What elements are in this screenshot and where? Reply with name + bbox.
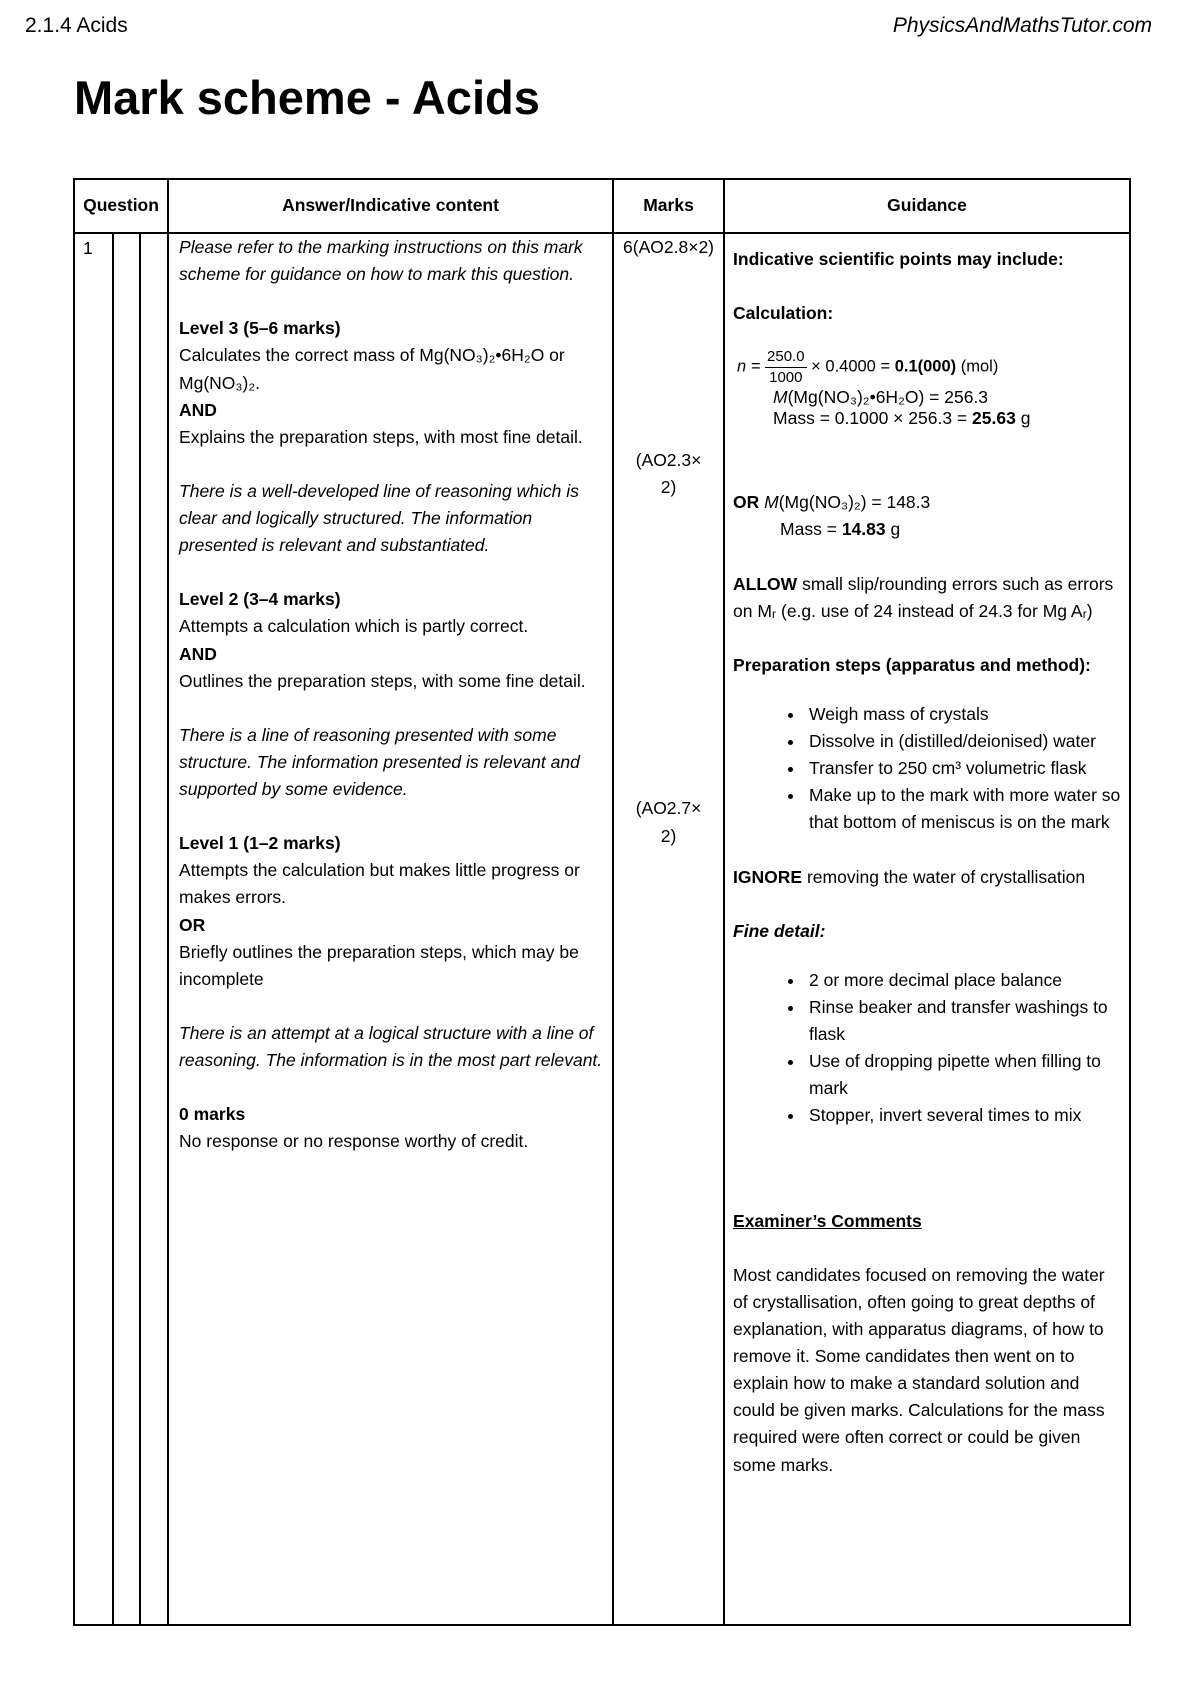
ignore-note: IGNORE removing the water of crystallisation bbox=[733, 866, 1086, 887]
level1-heading: Level 1 (1–2 marks) bbox=[179, 833, 341, 854]
marks-ao23: (AO2.3× 2) bbox=[635, 450, 702, 498]
preparation-heading: Preparation steps (apparatus and method): bbox=[733, 654, 1091, 675]
header-site-name: PhysicsAndMathsTutor.com bbox=[892, 14, 1152, 37]
question-number: 1 bbox=[74, 233, 113, 1625]
fine-detail-list bbox=[733, 967, 1121, 1130]
list-item: • Transfer to 250 cm³ volumetric flask bbox=[805, 755, 1121, 782]
volume-fraction bbox=[765, 347, 807, 387]
level2-line1: Attempts a calculation which is partly correct. bbox=[179, 616, 529, 637]
level3-line1: Calculates the correct mass of Mg(NO₃)₂•6H₂O or Mg(NO₃)₂. bbox=[179, 345, 565, 393]
list-item: • Use of dropping pipette when filling to mark bbox=[805, 1048, 1121, 1102]
level1-line1: Attempts the calculation but makes little progress or makes errors. bbox=[179, 860, 580, 908]
level2-and: AND bbox=[179, 643, 217, 664]
calculation-heading: Calculation: bbox=[733, 303, 834, 324]
list-item: • Stopper, invert several times to mix bbox=[805, 1102, 1121, 1129]
column-header-marks: Marks bbox=[613, 179, 724, 233]
examiner-comments-heading: Examiner’s Comments bbox=[733, 1210, 922, 1231]
table-row bbox=[74, 233, 1130, 1625]
mass-hydrate: Mass = 0.1000 × 256.3 = 25.63 g bbox=[773, 408, 1031, 429]
column-header-answer: Answer/Indicative content bbox=[168, 179, 613, 233]
n-unit: (mol) bbox=[960, 357, 999, 376]
n-times: × 0.4000 = bbox=[811, 357, 891, 376]
preparation-steps-list bbox=[733, 701, 1121, 837]
level2-line2: Outlines the preparation steps, with some fine detail. bbox=[179, 670, 586, 691]
mark-scheme-table bbox=[73, 178, 1131, 1626]
level0-line: No response or no response worthy of credit. bbox=[179, 1131, 529, 1152]
level1-or: OR bbox=[179, 914, 206, 935]
list-item: • Weigh mass of crystals bbox=[805, 701, 1121, 728]
fine-detail-heading: Fine detail: bbox=[733, 920, 826, 941]
level3-reasoning: There is a well-developed line of reasoning which is clear and logically structured. The information presented is relevant and substantiated. bbox=[179, 480, 579, 556]
examiner-comments-text: Most candidates focused on removing the water of crystallisation, often going to great depths of explanation, with apparatus diagrams, of how to remove it. Some candidates then went on to explain how to make a standard solution and could be given marks. Calculations for the mass required were often correct or could be given some marks. bbox=[733, 1264, 1105, 1475]
level3-line2: Explains the preparation steps, with most fine detail. bbox=[179, 426, 583, 447]
alternative-mass: Mass = 14.83 g bbox=[780, 519, 901, 540]
answer-intro: Please refer to the marking instructions on this mark scheme for guidance on how to mark this question. bbox=[179, 237, 583, 285]
molar-mass-hydrate: M(Mg(NO₃)₂•6H₂O) = 256.3 bbox=[773, 387, 989, 408]
fraction-denominator: 1000 bbox=[769, 368, 803, 386]
moles-calculation bbox=[733, 347, 1121, 387]
level3-and: AND bbox=[179, 399, 217, 420]
column-header-guidance: Guidance bbox=[724, 179, 1130, 233]
level2-reasoning: There is a line of reasoning presented with some structure. The information presented is relevant and supported by some evidence. bbox=[179, 724, 580, 799]
allow-note: ALLOW small slip/rounding errors such as errors on Mᵣ (e.g. use of 24 instead of 24.3 for Mg Aᵣ) bbox=[733, 573, 1114, 621]
level1-line2: Briefly outlines the preparation steps, which may be incomplete bbox=[179, 941, 579, 989]
n-result: 0.1(000) bbox=[894, 357, 957, 376]
fraction-numerator: 250.0 bbox=[765, 347, 807, 368]
list-item: • Rinse beaker and transfer washings to flask bbox=[805, 994, 1121, 1048]
guidance-intro: Indicative scientific points may include: bbox=[733, 249, 1064, 269]
level3-heading: Level 3 (5–6 marks) bbox=[179, 318, 341, 339]
question-subpart-cell bbox=[113, 233, 140, 1625]
level2-heading: Level 2 (3–4 marks) bbox=[179, 589, 341, 610]
alternative-molar-mass: OR M(Mg(NO₃)₂) = 148.3 bbox=[733, 492, 931, 513]
marks-cell bbox=[613, 233, 724, 1625]
marks-total: 6(AO2.8×2) bbox=[623, 237, 714, 257]
list-item: • 2 or more decimal place balance bbox=[805, 967, 1121, 994]
table-header-row bbox=[74, 179, 1130, 233]
level0-heading: 0 marks bbox=[179, 1104, 246, 1125]
n-label: n = bbox=[737, 357, 761, 376]
list-item: • Make up to the mark with more water so that bottom of meniscus is on the mark bbox=[805, 782, 1121, 836]
answer-cell bbox=[168, 233, 613, 1625]
header-section-label: 2.1.4 Acids bbox=[25, 14, 128, 37]
question-subsubpart-cell bbox=[140, 233, 168, 1625]
marks-ao27: (AO2.7× 2) bbox=[635, 798, 702, 846]
page-title: Mark scheme - Acids bbox=[74, 71, 540, 124]
list-item: • Dissolve in (distilled/deionised) water bbox=[805, 728, 1121, 755]
column-header-question: Question bbox=[74, 179, 168, 233]
guidance-cell bbox=[724, 233, 1130, 1625]
level1-reasoning: There is an attempt at a logical structure with a line of reasoning. The information is in the most part relevant. bbox=[179, 1022, 603, 1070]
